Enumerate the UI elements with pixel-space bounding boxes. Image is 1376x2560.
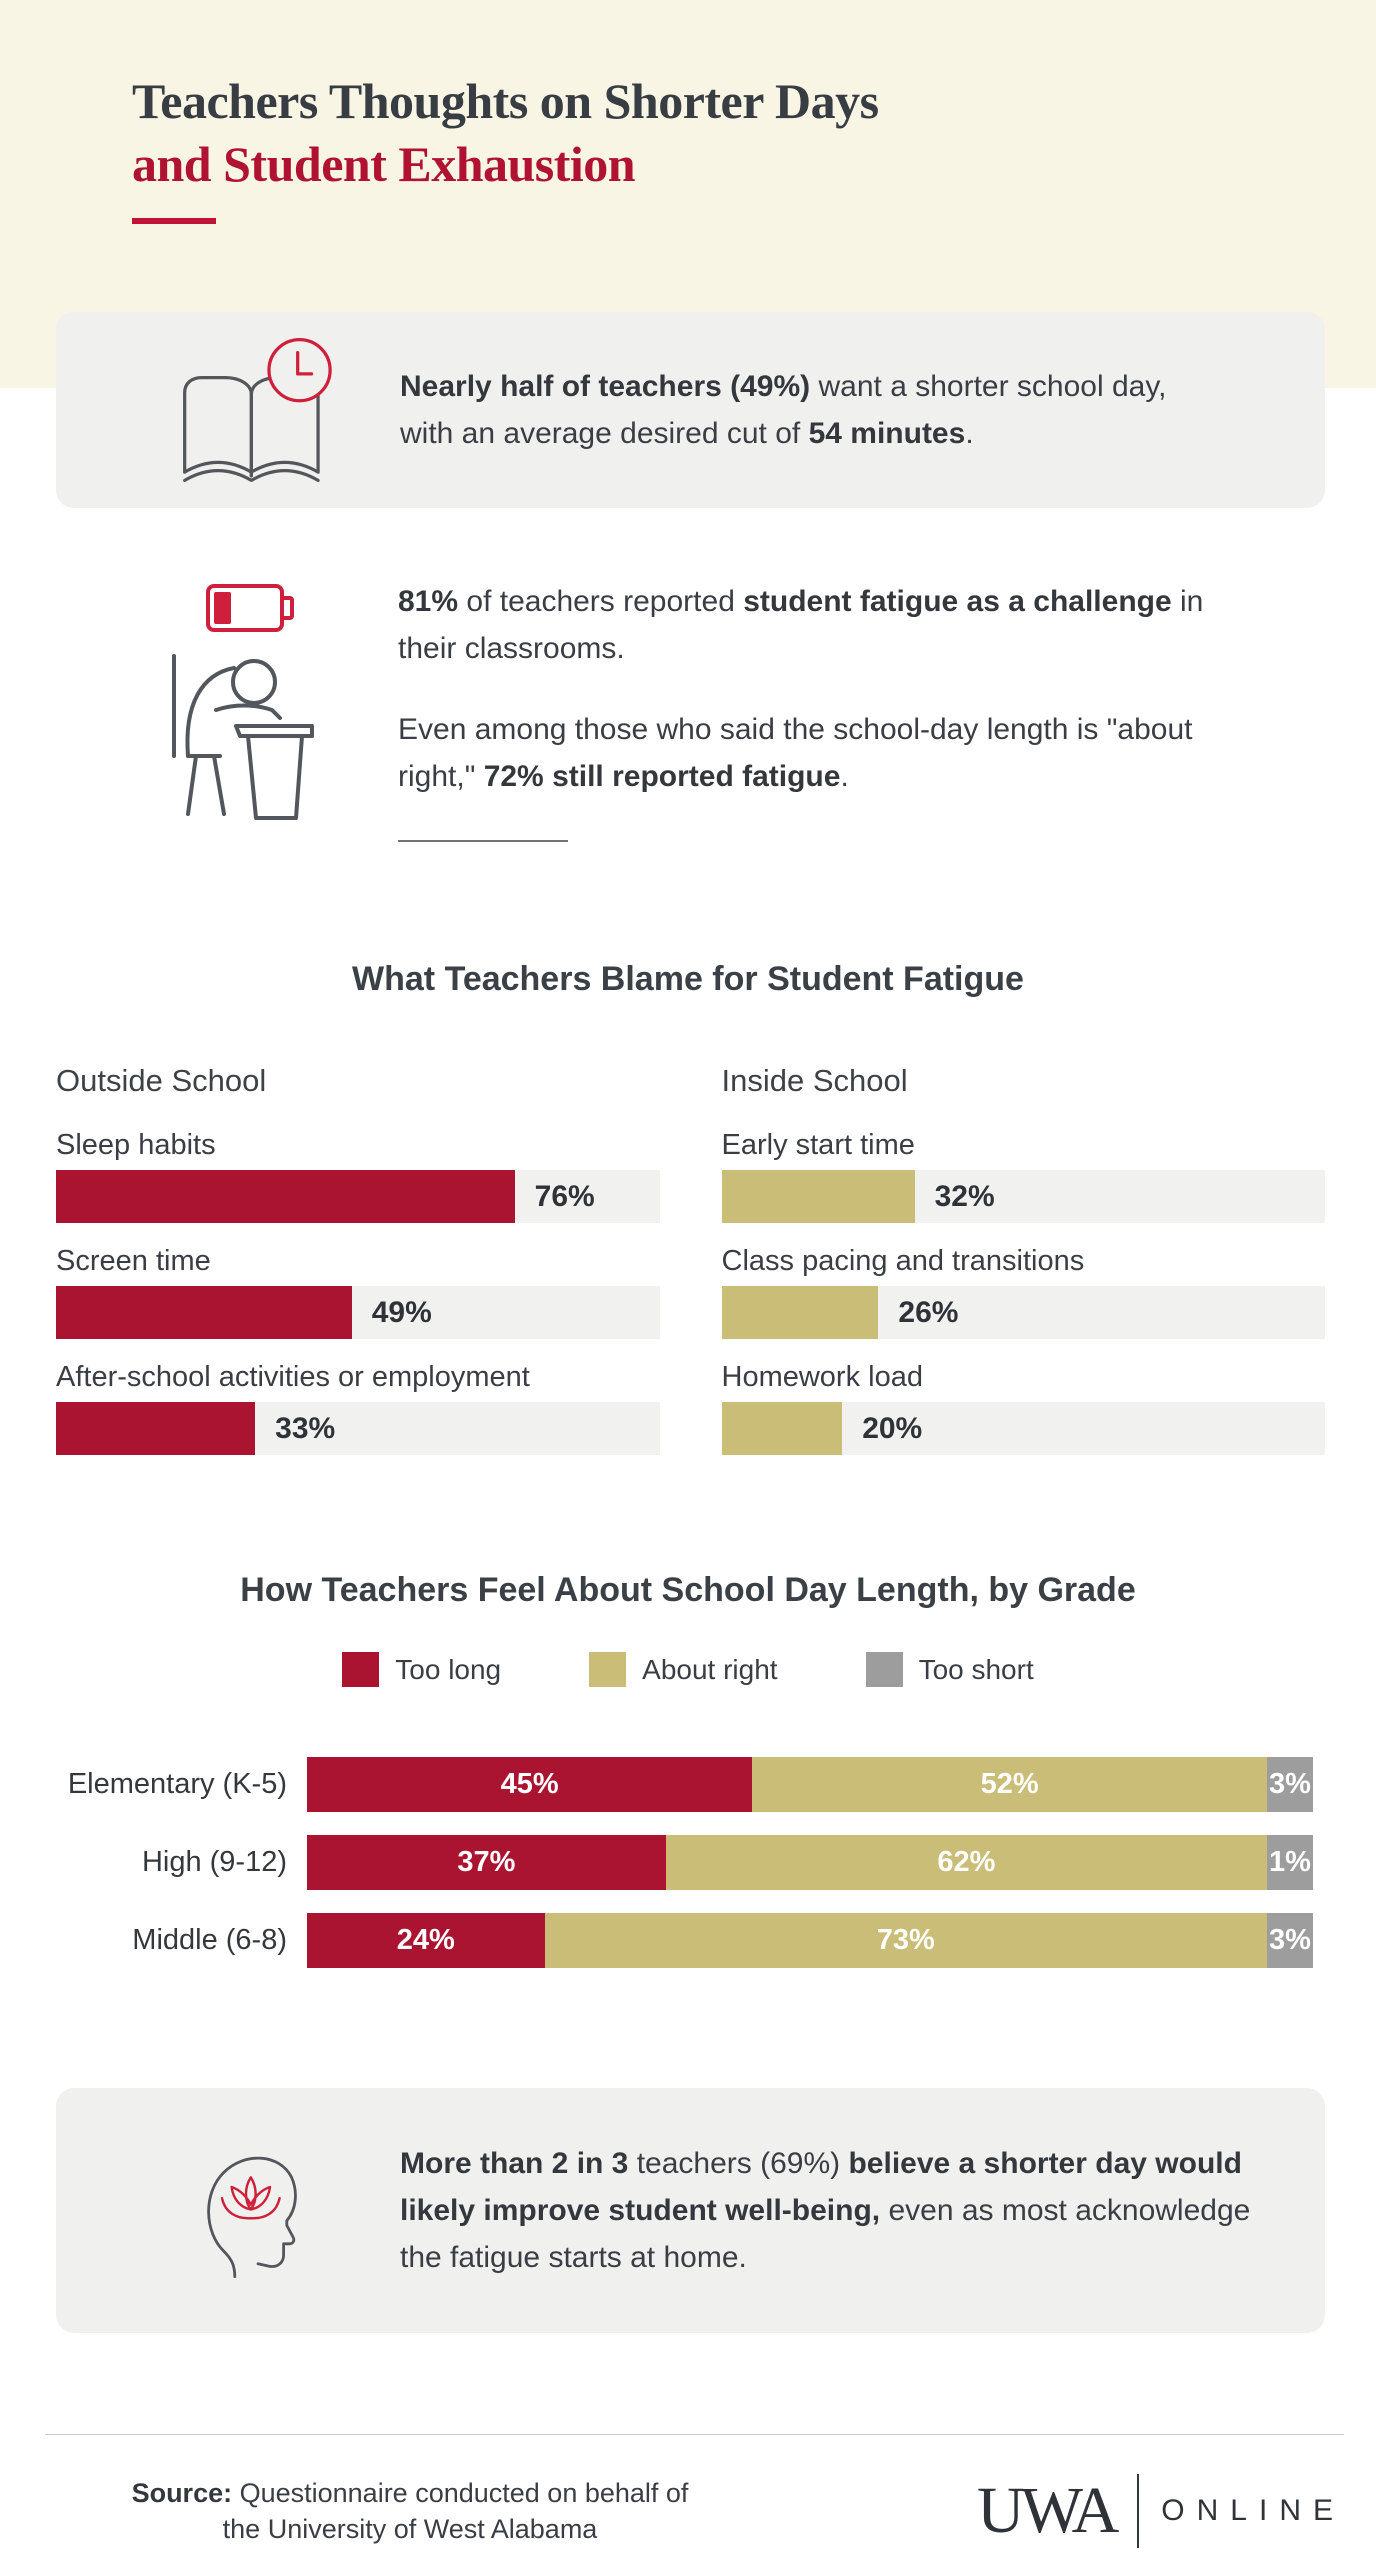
stacked-bar-row [56, 1757, 1313, 1812]
bar-value: 33% [275, 1411, 336, 1445]
bar-fill [722, 1286, 879, 1339]
stacked-bar-row [56, 1913, 1313, 1968]
fatigue-paragraph-2: Even among those who said the school-day length is "about right," 72% still reported fatigue. [398, 713, 1193, 793]
blame-column-outside [56, 1063, 660, 1477]
stacked-bar [307, 1835, 1313, 1890]
logo-divider [1137, 2474, 1139, 2548]
bar-label: Homework load [721, 1361, 923, 1393]
bar-segment: 3% [1267, 1913, 1313, 1968]
page-title-line1: Teachers Thoughts on Shorter Days [132, 73, 879, 129]
grade-chart [56, 1757, 1313, 1968]
stacked-bar-label: Elementary (K-5) [67, 1768, 287, 1800]
stacked-bar [307, 1757, 1313, 1812]
bar-segment: 1% [1267, 1835, 1313, 1890]
stacked-bar-row [56, 1835, 1313, 1890]
uwa-online-logo [977, 2473, 1345, 2549]
bar-fill [56, 1170, 515, 1223]
bar-fill [56, 1286, 352, 1339]
grade-chart-legend [0, 1652, 1376, 1687]
legend-swatch [342, 1652, 379, 1687]
blame-column-inside [722, 1063, 1326, 1477]
bar-row [56, 1245, 660, 1339]
legend-item [589, 1652, 777, 1687]
bar-fill [722, 1402, 843, 1455]
blame-chart [56, 1063, 1325, 1477]
tired-student-battery-icon [162, 578, 323, 842]
bar-label: Screen time [56, 1245, 211, 1277]
callout-wellbeing [56, 2088, 1325, 2333]
bar-label: After-school activities or employment [56, 1361, 530, 1393]
head-lotus-icon [190, 2141, 310, 2281]
legend-item [342, 1652, 501, 1687]
column-header: Outside School [56, 1063, 267, 1098]
bar-label: Sleep habits [56, 1129, 216, 1161]
online-wordmark: ONLINE [1161, 2494, 1345, 2527]
legend-label: About right [642, 1653, 778, 1685]
fatigue-text-block [398, 578, 1243, 842]
legend-swatch [589, 1652, 626, 1687]
legend-item [866, 1652, 1034, 1687]
stacked-bar-label: High (9-12) [141, 1846, 287, 1878]
bar-value: 49% [371, 1295, 432, 1329]
bar-value: 26% [898, 1295, 959, 1329]
footer-divider [45, 2434, 1344, 2435]
bar-track [722, 1286, 1326, 1339]
bar-segment: 3% [1267, 1757, 1313, 1812]
bar-row [56, 1129, 660, 1223]
footer [85, 2473, 1345, 2549]
bar-track [722, 1402, 1326, 1455]
bar-value: 32% [934, 1179, 995, 1213]
page-title [0, 0, 1376, 196]
stacked-bar-label: Middle (6-8) [132, 1924, 287, 1956]
fatigue-paragraph-1: 81% of teachers reported student fatigue as a challenge in their classrooms. [398, 585, 1204, 665]
legend-label: Too short [918, 1653, 1034, 1685]
bar-fill [722, 1170, 915, 1223]
bar-label: Early start time [721, 1129, 915, 1161]
bar-row [56, 1361, 660, 1455]
page-title-line2: and Student Exhaustion [132, 136, 636, 192]
bar-row [722, 1361, 1326, 1455]
grade-chart-title: How Teachers Feel About School Day Length, by Grade [240, 1571, 1136, 1609]
bar-segment: 52% [752, 1757, 1267, 1812]
bar-value: 20% [862, 1411, 923, 1445]
bar-fill [56, 1402, 255, 1455]
bar-track [56, 1402, 660, 1455]
bar-row [722, 1129, 1326, 1223]
bar-row [722, 1245, 1326, 1339]
bar-segment: 37% [307, 1835, 666, 1890]
legend-swatch [866, 1652, 903, 1687]
legend-label: Too long [395, 1653, 502, 1685]
bar-segment: 73% [545, 1913, 1267, 1968]
callout-shorter-day [56, 312, 1325, 508]
bar-track [56, 1170, 660, 1223]
blame-chart-title: What Teachers Blame for Student Fatigue [352, 960, 1024, 998]
source-note-line2: the University of West Alabama [222, 2514, 598, 2544]
source-note-line1: Source: Questionnaire conducted on behalf of [131, 2478, 689, 2508]
bar-segment: 45% [307, 1757, 752, 1812]
fatigue-section [56, 578, 1325, 842]
stacked-bar [307, 1913, 1313, 1968]
uwa-wordmark: UWA [976, 2474, 1116, 2547]
bar-segment: 62% [666, 1835, 1267, 1890]
source-note [85, 2475, 735, 2547]
section-divider [398, 840, 568, 842]
book-clock-icon [168, 334, 344, 486]
title-underline [132, 218, 216, 224]
bar-label: Class pacing and transitions [721, 1245, 1085, 1277]
bar-segment: 24% [307, 1913, 545, 1968]
bar-track [56, 1286, 660, 1339]
column-header: Inside School [721, 1063, 908, 1098]
bar-value: 76% [534, 1179, 595, 1213]
callout-wellbeing-text: More than 2 in 3 teachers (69%) believe a shorter day would likely improve student well-being, even as most acknowledge the fatigue starts at home. [400, 2147, 1251, 2274]
callout-shorter-day-text: Nearly half of teachers (49%) want a shorter school day, with an average desired cut of 54 minutes. [400, 370, 1167, 450]
bar-track [722, 1170, 1326, 1223]
